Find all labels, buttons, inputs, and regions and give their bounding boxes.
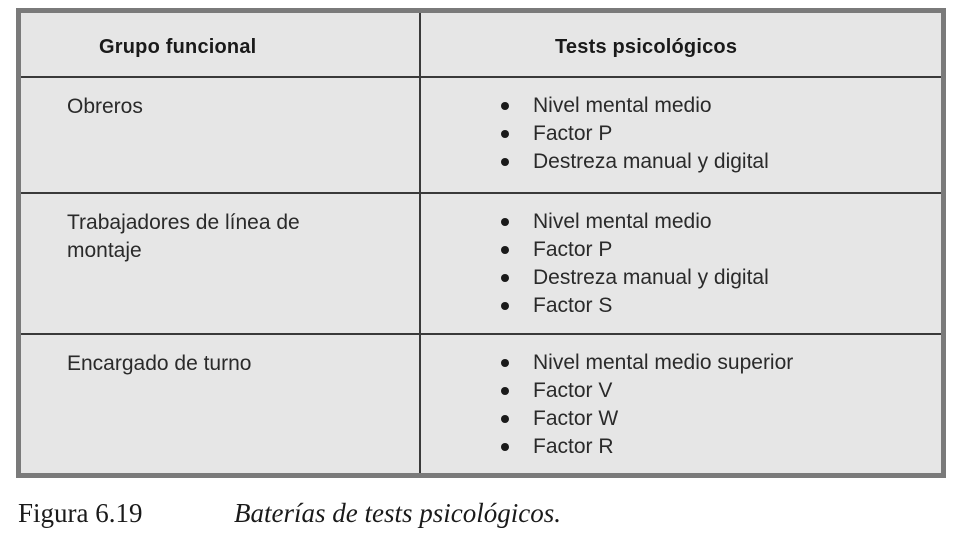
figure-title: Baterías de tests psicológicos.: [234, 498, 561, 528]
bullet-icon: [501, 246, 509, 254]
test-label: Factor W: [533, 407, 619, 430]
list-item: [499, 208, 769, 236]
test-label: Factor S: [533, 294, 613, 317]
tests-list: [499, 208, 769, 320]
bullet-icon: [501, 415, 509, 423]
list-item: [499, 377, 793, 405]
test-label: Nivel mental medio: [533, 210, 712, 233]
group-cell: Trabajadores de línea de montaje: [67, 211, 300, 262]
test-label: Nivel mental medio: [533, 94, 712, 117]
tests-list: [499, 349, 793, 461]
test-label: Factor V: [533, 379, 613, 402]
bullet-icon: [501, 274, 509, 282]
table-row: [21, 78, 941, 194]
list-item: [499, 92, 769, 120]
bullet-icon: [501, 102, 509, 110]
test-label: Nivel mental medio superior: [533, 351, 794, 374]
list-item: [499, 120, 769, 148]
group-cell: Encargado de turno: [67, 352, 252, 375]
bullet-icon: [501, 302, 509, 310]
list-item: [499, 433, 793, 461]
tests-list: [499, 92, 769, 176]
bullet-icon: [501, 158, 509, 166]
group-cell: Obreros: [67, 95, 143, 118]
header-tests: Tests psicológicos: [555, 36, 738, 58]
bullet-icon: [501, 130, 509, 138]
list-item: [499, 292, 769, 320]
test-label: Factor P: [533, 122, 613, 145]
table-header-row: [21, 13, 941, 78]
test-label: Factor R: [533, 435, 614, 458]
figure-caption: [18, 498, 561, 529]
test-label: Factor P: [533, 238, 613, 261]
tests-table: [16, 8, 946, 478]
figure-label: Figura 6.19: [18, 498, 143, 528]
list-item: [499, 264, 769, 292]
list-item: [499, 236, 769, 264]
header-group: Grupo funcional: [99, 36, 257, 58]
test-label: Destreza manual y digital: [533, 266, 769, 289]
bullet-icon: [501, 443, 509, 451]
table-row: [21, 194, 941, 335]
bullet-icon: [501, 359, 509, 367]
table-row: [21, 335, 941, 473]
bullet-icon: [501, 387, 509, 395]
list-item: [499, 405, 793, 433]
test-label: Destreza manual y digital: [533, 150, 769, 173]
list-item: [499, 148, 769, 176]
bullet-icon: [501, 218, 509, 226]
list-item: [499, 349, 793, 377]
